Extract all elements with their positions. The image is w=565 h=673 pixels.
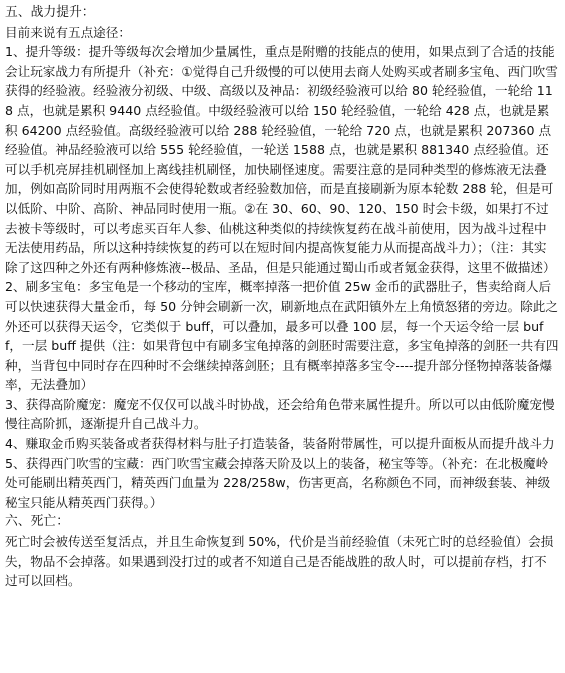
paragraph-death: 死亡时会被传送至复活点，并且生命恢复到 50%，代价是当前经验值（未死亡时的总经验值）会损失，物品不会掉落。如果遇到没打过的或者不知道自己是否能战胜的敌人时，可以提前存档，打不过可以回档。 bbox=[5, 534, 554, 589]
paragraph-magic-pet: 3、获得高阶魔宠：魔宠不仅仅可以战斗时协战，还会给角色带来属性提升。所以可以由低阶魔宠慢慢往高阶抓，逐渐提升自己战斗力。 bbox=[5, 396, 555, 432]
paragraph-treasure-turtle: 2、刷多宝龟：多宝龟是一个移动的宝库，概率掉落一把价值 25w 金币的武器肚子，售卖给商人后可以快速获得大量金币，每 50 分钟会刷新一次，刷新地点在武阳镇外左上角愤怒猪的旁边。除此之外还可以获得天运令，它类似于 buff，可以叠加，最多可以叠 100 层，每一个天运令给一层 buff，一层 buff 提供（注：如果背包中有刷多宝龟掉落的剑胚时需要注意，多宝龟掉落的剑胚一共有四种，当背包中同时存在四种时不会继续掉落剑胚；且有概率掉落多宝令----提升部分怪物掉落装备爆率，无法叠加） bbox=[5, 279, 559, 393]
paragraph-gold-equipment: 4、赚取金币购买装备或者获得材料与肚子打造装备，装备附带属性，可以提升面板从而提升战斗力 bbox=[5, 436, 555, 452]
section-5-heading: 五、战力提升： bbox=[5, 5, 95, 20]
section-6-heading: 六、死亡： bbox=[5, 514, 69, 530]
paragraph-level-up: 1、提升等级：提升等级每次会增加少量属性，重点是附赠的技能点的使用，如果点到了合适的技能会让玩家战力有所提升（补充：①觉得自己升级慢的可以使用去商人处购买或者刷多宝龟、西门吹雪获得的经验液。经验液分初级、中级、高级以及神品：初级经验液可以给 80 轮经验值，一轮给 118 点，也就是累积 9440 点经验值。中级经验液可以给 150 轮经验值，一轮给 428 点，也就是累积 64200 点经验值。高级经验液可以给 288 轮经验值，一轮给 720 点，也就是累积 207360 点经验值。神品经验液可以给 555 轮经验值，一轮送 1588 点，也就是累积 881340 点经验值。还可以手机亮屏挂机刷怪加上离线挂机刷怪，加快刷怪速度。需要注意的是同种类型的修炼液无法叠加，例如高阶同时用两瓶不会使得轮数或者经验数加倍，而是直接刷新为原本轮数 288 轮，但是可以低阶、中阶、高阶、神品同时使用一瓶。②在 30、60、90、120、150 时会卡级，如果打不过去被卡等级时，可以考虑买百年人参、仙桃这种类似的持续恢复药在战斗前使用，因为战斗过程中无法使用药品，所以这种持续恢复的药可以在短时间内提高恢复能力从而提高战斗力）；（注：其实除了这四种之外还有两种修炼液--极品、圣品，但是只能通过蜀山币或者氪金获得，这里不做描述） bbox=[5, 44, 558, 275]
paragraph-ximen-treasure: 5、获得西门吹雪的宝藏：西门吹雪宝藏会掉落天阶及以上的装备，秘宝等等。（补充：在北极魔岭处可能刷出精英西门，精英西门血量为 228/258w，伤害更高，名称颜色不同，而神级套装、神级秘宝只能从精英西门获得。） bbox=[5, 455, 551, 510]
section-5-intro: 目前来说有五点途径： bbox=[5, 24, 131, 40]
